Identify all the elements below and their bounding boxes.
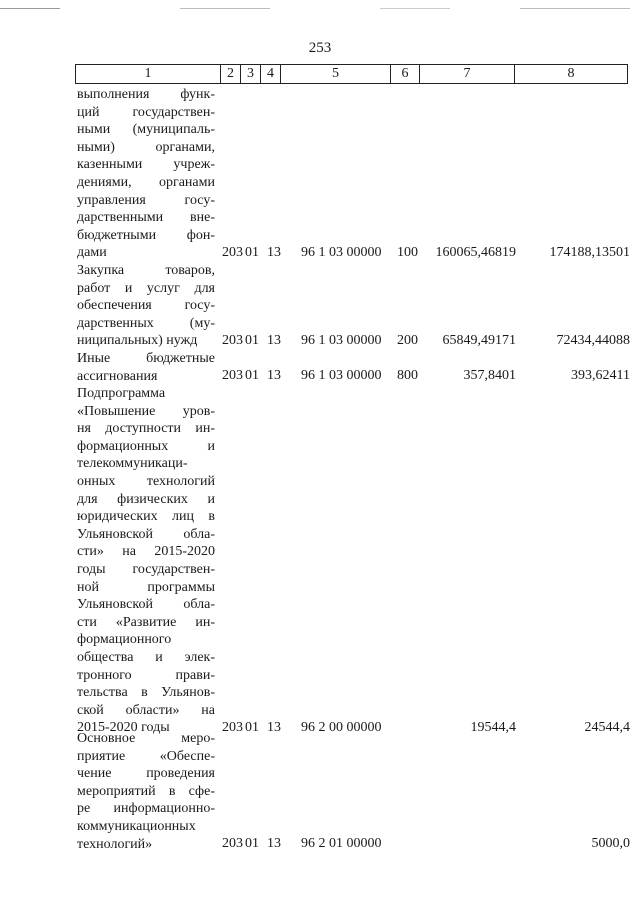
header-col-1: 1 (144, 66, 152, 81)
description-line: дами (77, 245, 107, 261)
description-line: работ и услуг для (77, 280, 215, 296)
description-line: тельства в Ульянов- (77, 685, 215, 701)
cell-c8: 72434,44088 (556, 332, 630, 348)
cell-c8: 24544,4 (584, 719, 630, 735)
description-line: сти» на 2015-2020 (77, 544, 215, 560)
header-col-5: 5 (280, 65, 390, 83)
description-line: 2015-2020 годы (77, 720, 170, 736)
cell-c4: 13 (267, 368, 281, 384)
description-line: дарственных (му- (77, 315, 215, 331)
description-line: ниципальных) нужд (77, 333, 198, 349)
description-line: ассигнования (77, 368, 158, 384)
table-row (77, 262, 630, 350)
description-line: Ульяновской обла- (77, 597, 215, 613)
cell-c2: 203 (222, 332, 243, 348)
header-col-4: 4 (260, 65, 280, 83)
description-line: для физических и (77, 491, 215, 507)
header-col-6: 6 (390, 65, 419, 83)
description-line: формационных и (77, 438, 215, 454)
cell-c7: 65849,49171 (442, 332, 516, 348)
scan-artifact (380, 8, 450, 9)
cell-c3: 01 (245, 836, 259, 852)
description-line: онных технологий (77, 473, 215, 489)
table-row (77, 730, 630, 853)
cell-c4: 13 (267, 719, 281, 735)
description-line: мероприятий в сфе- (77, 783, 215, 799)
description-line: общества и элек- (77, 649, 215, 665)
cell-c5: 96 2 00 00000 (301, 719, 382, 735)
description-line: сти «Развитие ин- (77, 614, 215, 630)
description-line: формационного (77, 632, 172, 648)
row-values (77, 835, 630, 853)
page-number: 253 (308, 40, 332, 56)
row-values (77, 367, 630, 385)
description-line: ными (муниципаль- (77, 122, 215, 138)
cell-c8: 174188,13501 (549, 244, 630, 260)
row-description (77, 385, 215, 737)
description-line: годы государствен- (77, 561, 215, 577)
cell-c5: 96 1 03 00000 (301, 244, 382, 260)
description-line: чение проведения (77, 766, 215, 782)
row-values (77, 244, 630, 262)
scan-artifact (520, 8, 630, 9)
cell-c4: 13 (267, 244, 281, 260)
cell-c3: 01 (245, 332, 259, 348)
scan-artifact (0, 8, 60, 9)
cell-c2: 203 (222, 836, 243, 852)
description-line: тронного прави- (77, 667, 215, 683)
header-col-3: 3 (240, 65, 260, 83)
description-line: бюджетными фон- (77, 227, 215, 243)
row-values (77, 332, 630, 350)
description-line: ной программы (77, 579, 215, 595)
cell-c6: 200 (397, 332, 418, 348)
description-line: ций государствен- (77, 104, 215, 120)
description-line: коммуникационных (77, 818, 196, 834)
description-line: дениями, органами (77, 174, 215, 190)
cell-c7: 19544,4 (470, 719, 516, 735)
description-line: ными) органами, (77, 139, 215, 155)
description-line: ской области» на (77, 702, 215, 718)
cell-c5: 96 2 01 00000 (301, 836, 382, 852)
cell-c2: 203 (222, 368, 243, 384)
description-line: Подпрограмма (77, 386, 166, 401)
table-row (77, 385, 630, 737)
description-line: дарственными вне- (77, 210, 215, 226)
scan-artifact (180, 8, 270, 9)
cell-c4: 13 (267, 332, 281, 348)
cell-c6: 800 (397, 368, 418, 384)
description-line: ре информационно- (77, 801, 215, 817)
description-line: Закупка товаров, (77, 263, 215, 278)
row-description (77, 86, 215, 262)
table-row (77, 350, 630, 385)
header-col-2: 2 (220, 65, 240, 83)
cell-c8: 393,62411 (571, 368, 630, 384)
description-line: Иные бюджетные (77, 351, 215, 366)
cell-c6: 100 (397, 244, 418, 260)
cell-c3: 01 (245, 368, 259, 384)
cell-c3: 01 (245, 244, 259, 260)
description-line: «Повышение уров- (77, 403, 215, 419)
cell-c4: 13 (267, 836, 281, 852)
description-line: приятие «Обеспе- (77, 748, 215, 764)
header-col-8: 8 (514, 65, 627, 83)
description-line: казенными учреж- (77, 157, 215, 173)
description-line: обеспечения госу- (77, 298, 215, 314)
description-line: Основное меро- (77, 731, 215, 746)
table-row (77, 86, 630, 262)
header-col-7: 7 (419, 65, 514, 83)
cell-c7: 160065,46819 (435, 244, 516, 260)
cell-c2: 203 (222, 719, 243, 735)
description-line: ня доступности ин- (77, 421, 215, 437)
description-line: телекоммуникаци- (77, 456, 188, 472)
cell-c3: 01 (245, 719, 259, 735)
cell-c5: 96 1 03 00000 (301, 368, 382, 384)
description-line: Ульяновской обла- (77, 526, 215, 542)
description-line: управления госу- (77, 192, 215, 208)
cell-c5: 96 1 03 00000 (301, 332, 382, 348)
description-line: технологий» (77, 836, 153, 852)
description-line: выполнения функ- (77, 87, 215, 102)
cell-c7: 357,8401 (463, 368, 516, 384)
cell-c2: 203 (222, 244, 243, 260)
cell-c8: 5000,0 (591, 836, 630, 852)
table-header-row (75, 64, 628, 84)
description-line: юридических лиц в (77, 509, 215, 525)
